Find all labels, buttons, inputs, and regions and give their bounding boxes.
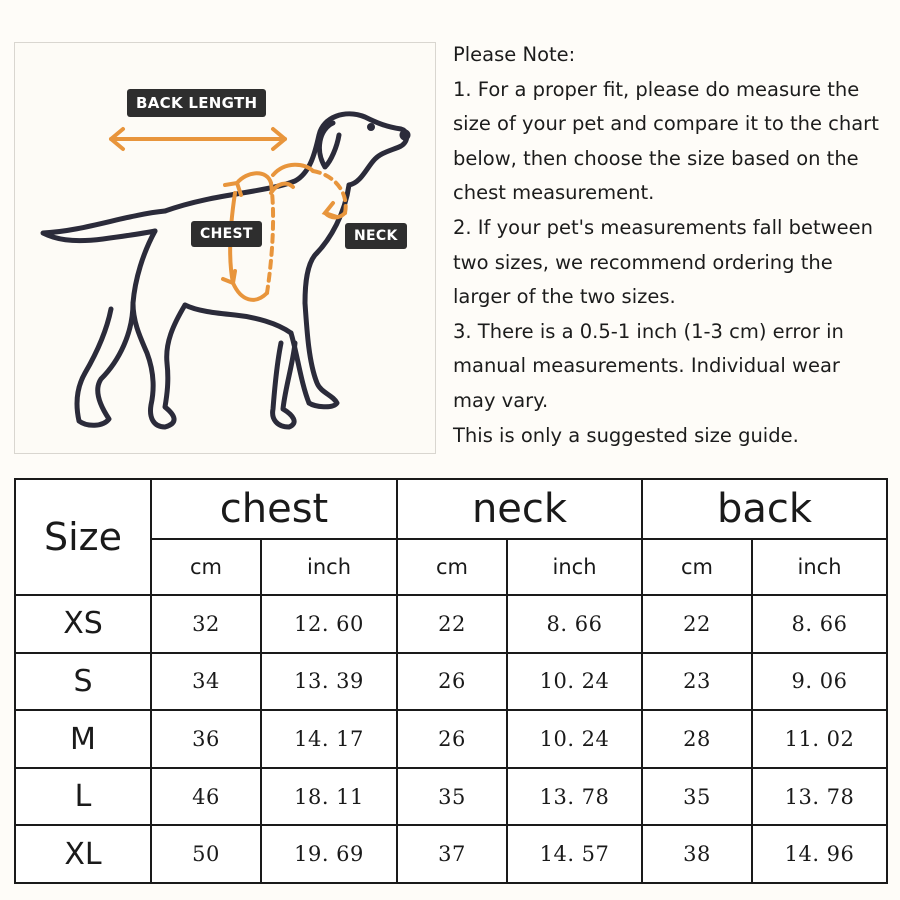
size-cell: L [15,768,151,826]
size-cell: XL [15,825,151,883]
note-line: larger of the two sizes. [453,285,676,309]
note-line: chest measurement. [453,181,655,205]
value-cell: 14. 57 [507,825,642,883]
value-cell: 19. 69 [261,825,397,883]
value-cell: 26 [397,653,507,711]
table-row [15,710,887,768]
value-cell: 50 [151,825,261,883]
value-cell: 14. 17 [261,710,397,768]
table-row [15,595,887,653]
table-row [15,768,887,826]
back-length-arrow-icon [111,129,285,149]
note-line: may vary. [453,388,549,412]
value-cell: 13. 78 [507,768,642,826]
value-cell: 11. 02 [752,710,887,768]
value-cell: 13. 78 [752,768,887,826]
chest-label: CHEST [191,221,262,247]
unit-header: cm [151,539,261,595]
unit-header: inch [507,539,642,595]
size-cell: S [15,653,151,711]
size-cell: M [15,710,151,768]
neck-label: NECK [345,223,407,249]
value-cell: 32 [151,595,261,653]
note-line: 3. There is a 0.5-1 inch (1-3 cm) error in [453,319,844,343]
notes-heading: Please Note: [453,43,576,66]
value-cell: 22 [397,595,507,653]
back-group-header: back [642,479,887,539]
size-chart-table [14,478,888,884]
value-cell: 10. 24 [507,653,642,711]
size-column-header: Size [15,479,151,595]
value-cell: 13. 39 [261,653,397,711]
table-row [15,653,887,711]
table-row [15,825,887,883]
unit-header: inch [752,539,887,595]
value-cell: 28 [642,710,752,768]
dog-outline-icon [43,114,408,427]
unit-header: cm [642,539,752,595]
value-cell: 38 [642,825,752,883]
size-cell: XS [15,595,151,653]
value-cell: 12. 60 [261,595,397,653]
chest-group-header: chest [151,479,397,539]
note-line: 2. If your pet's measurements fall between [453,215,873,239]
unit-header: cm [397,539,507,595]
value-cell: 14. 96 [752,825,887,883]
value-cell: 10. 24 [507,710,642,768]
note-line: below, then choose the size based on the [453,146,859,170]
value-cell: 34 [151,653,261,711]
note-line: 1. For a proper fit, please do measure the [453,77,860,101]
value-cell: 22 [642,595,752,653]
note-line: This is only a suggested size guide. [453,423,799,447]
unit-header: inch [261,539,397,595]
neck-measure-icon [271,165,346,218]
value-cell: 9. 06 [752,653,887,711]
sizing-notes [453,38,893,453]
value-cell: 36 [151,710,261,768]
dog-measurement-diagram [14,42,436,454]
note-line: manual measurements. Individual wear [453,354,840,378]
value-cell: 35 [397,768,507,826]
value-cell: 23 [642,653,752,711]
value-cell: 18. 11 [261,768,397,826]
note-line: two sizes, we recommend ordering the [453,250,833,274]
back-length-label: BACK LENGTH [127,89,266,117]
neck-group-header: neck [397,479,642,539]
value-cell: 8. 66 [507,595,642,653]
value-cell: 35 [642,768,752,826]
value-cell: 26 [397,710,507,768]
note-line: size of your pet and compare it to the chart [453,112,879,136]
value-cell: 8. 66 [752,595,887,653]
value-cell: 46 [151,768,261,826]
value-cell: 37 [397,825,507,883]
